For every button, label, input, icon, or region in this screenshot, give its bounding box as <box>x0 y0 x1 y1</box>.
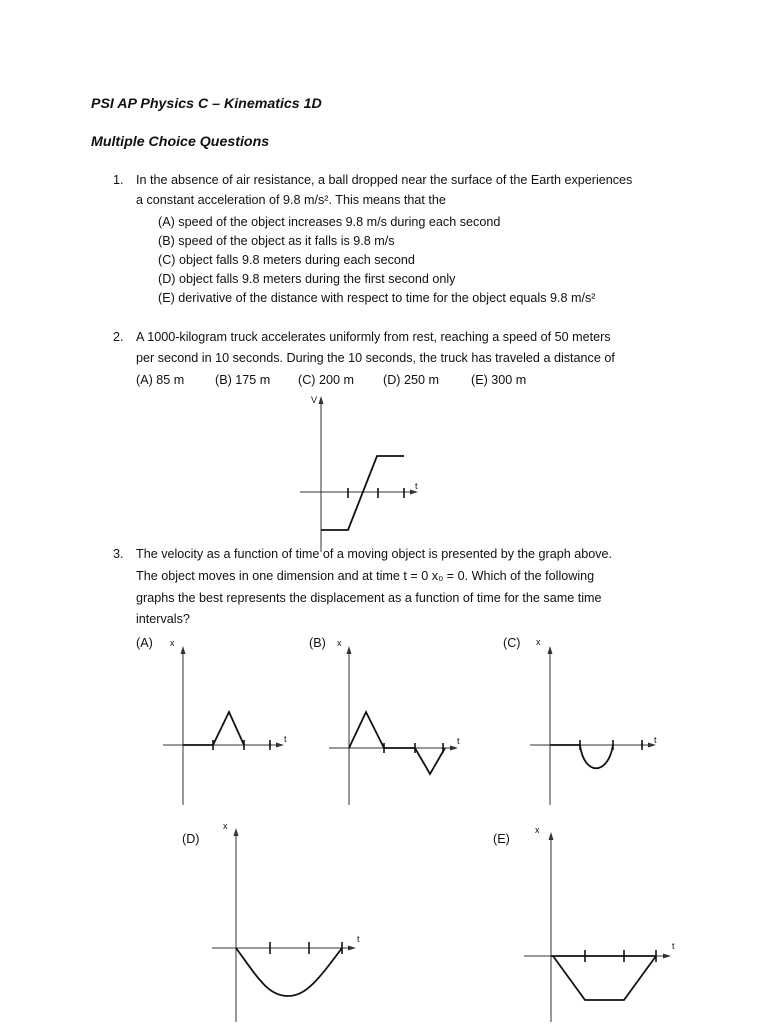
x-axis-label: x <box>223 821 228 831</box>
option-e: (E) derivative of the distance with respect to time for the object equals 9.8 m/s² <box>158 291 596 305</box>
question-stem-line: A 1000-kilogram truck accelerates uniformly from rest, reaching a speed of 50 meters <box>136 330 611 344</box>
question-number: 2. <box>113 330 124 344</box>
choice-e-label: (E) <box>493 832 510 846</box>
v-axis-label: V <box>311 395 318 405</box>
x-axis-label: x <box>170 638 175 648</box>
option-d: (D) 250 m <box>383 373 439 387</box>
document-title: PSI AP Physics C – Kinematics 1D <box>91 96 322 112</box>
graph-c <box>530 646 656 805</box>
question-number: 1. <box>113 173 124 187</box>
choice-d-label: (D) <box>182 832 200 846</box>
x-axis-label: x <box>535 825 540 835</box>
graph-e <box>524 832 671 1022</box>
question-stem-line: The object moves in one dimension and at time t = 0 x₀ = 0. Which of the following <box>136 569 595 583</box>
t-axis-label: t <box>415 481 418 491</box>
question-stem-line: a constant acceleration of 9.8 m/s². This means that the <box>136 193 446 207</box>
option-a: (A) 85 m <box>136 373 185 387</box>
question-stem-line: The velocity as a function of time of a moving object is presented by the graph above. <box>136 547 613 561</box>
t-axis-label: t <box>654 735 657 745</box>
x-axis-label: x <box>536 637 541 647</box>
option-c: (C) 200 m <box>298 373 354 387</box>
question-stem-line: graphs the best represents the displacement as a function of time for the same time <box>136 591 602 605</box>
option-c: (C) object falls 9.8 meters during each second <box>158 253 415 267</box>
choice-b-label: (B) <box>309 636 326 650</box>
option-d: (D) object falls 9.8 meters during the first second only <box>158 272 456 286</box>
question-stem-line: per second in 10 seconds. During the 10 seconds, the truck has traveled a distance of <box>136 351 615 365</box>
option-b: (B) speed of the object as it falls is 9.8 m/s <box>158 234 395 248</box>
graph-a <box>163 646 284 805</box>
question-stem-line: intervals? <box>136 612 190 626</box>
choice-a-label: (A) <box>136 636 153 650</box>
question-number: 3. <box>113 547 124 561</box>
section-title: Multiple Choice Questions <box>91 134 270 150</box>
graph-b <box>329 646 458 805</box>
t-axis-label: t <box>457 736 460 746</box>
question-stem-line: In the absence of air resistance, a ball dropped near the surface of the Earth experiences <box>136 173 633 187</box>
option-e: (E) 300 m <box>471 373 527 387</box>
t-axis-label: t <box>357 934 360 944</box>
option-b: (B) 175 m <box>215 373 271 387</box>
t-axis-label: t <box>672 941 675 951</box>
option-a: (A) speed of the object increases 9.8 m/s during each second <box>158 215 501 229</box>
graph-d <box>212 828 356 1022</box>
x-axis-label: x <box>337 638 342 648</box>
choice-c-label: (C) <box>503 636 521 650</box>
t-axis-label: t <box>284 734 287 744</box>
